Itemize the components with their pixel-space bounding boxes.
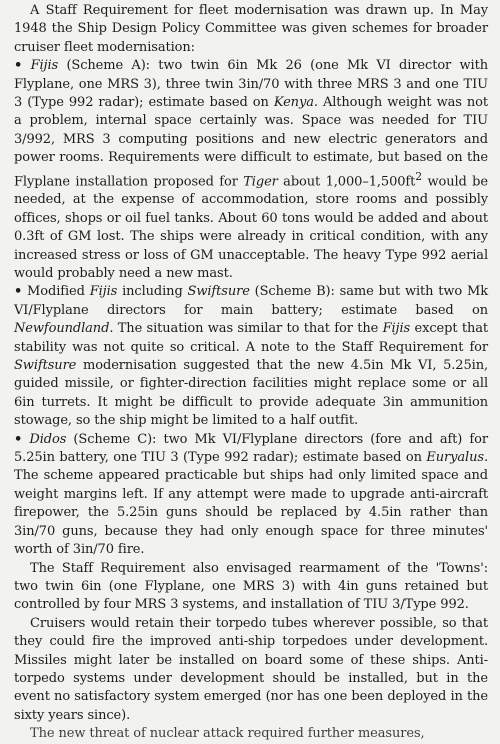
paragraph-towns: The Staff Requirement also envisaged rearmament of the 'Towns': two twin 6in (one Flyplane, one MRS 3) with 4in guns retained but controlled by four MRS 3 systems, and installation of TIU 3/Type 992. [14, 560, 488, 613]
ship-name-tiger: Tiger [243, 173, 278, 189]
ship-name-kenya: Kenya [273, 95, 314, 111]
text-run: would be needed, at the expense of accommodation, store rooms and possibly offices, shops or oil fuel tanks. About 60 tons would be added and about 0.3ft of GM lost. The ships were already in critical condition, with any increased stress or loss of GM unacceptable. The heavy Type 992 aerial would probably need a new mast. [14, 173, 488, 282]
paragraph-intro: A Staff Requirement for fleet modernisation was drawn up. In May 1948 the Ship Design Policy Committee was given schemes for broader cruiser fleet modernisation: [14, 3, 488, 55]
text-run: . Although weight was not a problem, internal space certainly was. Space was needed for TIU 3/992, MRS 3 computing positions and new electric generators and power rooms. Requirements were difficult to estimate, but based on the Flyplane installation proposed for [14, 95, 488, 189]
ship-name-newfoundland: Newfoundland [14, 321, 110, 337]
ship-class-fijis: Fijis [89, 284, 118, 300]
text-run: about 1,000–1,500ft [277, 173, 416, 189]
text-run: including [117, 284, 188, 300]
ship-class-didos: Didos [29, 431, 67, 447]
text-run: Modified [22, 284, 90, 300]
text-run: except that stability was not quite so critical. A note to the Staff Requirement for [14, 321, 488, 355]
superscript: 2 [415, 169, 423, 183]
ship-name-euryalus: Euryalus [426, 450, 484, 466]
text-run: . The scheme appeared practicable but ships had only limited space and weight margins left. If any attempt were made to upgrade anti-aircraft firepower, the 5.25in guns should be replaced by 4.5in rather than 3in/70 guns, because they had only enough space for three minutes' worth of 3in/70 fire. [14, 450, 488, 558]
ship-name-swiftsure: Swiftsure [187, 284, 250, 300]
bullet-glyph: • [14, 431, 23, 447]
ship-class-fijis: Fijis [382, 321, 411, 337]
text-run: modernisation suggested that the new 4.5in Mk VI, 5.25in, guided missile, or fighter-direction facilities might replace some or all 6in turrets. It might be difficult to provide adequate 3in ammunition stowage, so the ship might be limited to a half outfit. [14, 358, 488, 429]
ship-class-fijis: Fijis [30, 58, 59, 74]
text-run: . The situation was similar to that for the [109, 321, 383, 337]
text-run: (Scheme A): two twin 6in Mk 26 (one Mk VI director with Flyplane, one MRS 3), three twin 3in/70 with three MRS 3 and one TIU 3 (Type 992 radar); estimate based on [14, 58, 488, 111]
paragraph-cutoff: The new threat of nuclear attack required further measures, [30, 726, 425, 742]
bullet-glyph: • [14, 58, 23, 74]
paragraph-didos-scheme [14, 431, 488, 560]
paragraph-fiji-scheme [14, 57, 488, 283]
text-run: (Scheme C): two Mk VI/Flyplane directors (fore and aft) for 5.25in battery, one TIU 3 (Type 992 radar); estimate based on [14, 431, 488, 466]
paragraph-modified-fiji-scheme [14, 283, 488, 430]
text-run: (Scheme B): same but with two Mk VI/Flyplane directors for main battery; estimate based on [14, 284, 488, 318]
paragraph-torpedoes: Cruisers would retain their torpedo tubes wherever possible, so that they could fire the improved anti-ship torpedoes under development. Missiles might later be installed on board some of these ships. Anti-torpedo systems under development should be installed, but in the event no satisfactory system emerged (nor has one been deployed in the sixty years since). [14, 615, 488, 723]
ship-name-swiftsure: Swiftsure [14, 358, 77, 374]
bullet-glyph: • [14, 284, 23, 300]
